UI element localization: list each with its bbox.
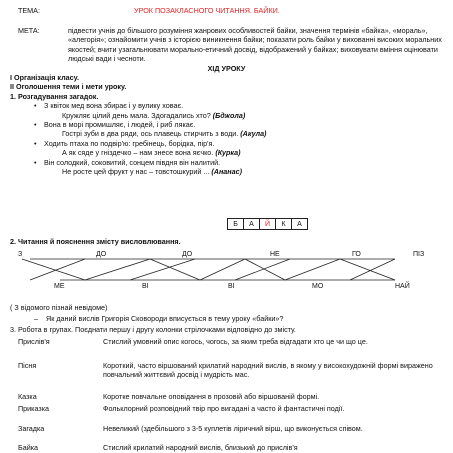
zigzag-segment [22, 259, 85, 280]
definition-term: Прислів'я [18, 337, 50, 346]
riddle-list [10, 101, 443, 176]
lesson-heading: ХІД УРОКУ [207, 63, 246, 73]
definition-text: Стислий умовний опис когось, чогось, за яким треба відгадати хто це чи що це. [103, 337, 368, 346]
syllable-puzzle [0, 242, 453, 302]
topic-title: УРОК ПОЗАКЛАСНОГО ЧИТАННЯ. БАЙКИ. [134, 6, 280, 15]
riddle-item [10, 101, 443, 120]
syllable-bottom: ВІ [142, 283, 149, 290]
definition-text: Невеликий (здебільшого з 3-5 куплетів ліричний вірш, що виконується співом. [103, 424, 363, 433]
zigzag-segment [285, 259, 340, 280]
syllable-top: НЕ [270, 251, 280, 258]
zigzag-segment [340, 259, 395, 280]
zigzag-segment [150, 259, 200, 280]
syllable-top: З [18, 251, 23, 258]
riddle-answer: (Курка) [215, 148, 241, 158]
riddle-line: Кружляє цілий день мала. Здогадались хто? (Бджола) [62, 110, 246, 120]
riddle-item [10, 158, 443, 177]
riddle-line: • Ходить птаха по подвір'ю: гребінець, борідка, пір'я. [10, 139, 443, 148]
definition-term: Приказка [18, 404, 49, 413]
answer-letter: А [244, 219, 260, 230]
answer-letter: А [292, 219, 308, 230]
riddle-line: • З квіток мед вона збирає і у вулику ховає. [10, 101, 443, 110]
answer-letter: Б [228, 219, 244, 230]
goal-label: МЕТА: [18, 26, 40, 35]
zigzag-segment [200, 259, 245, 280]
definition-term: Пісня [18, 361, 37, 370]
goal-text: підвести учнів до більшого розуміння жанрових особливостей байки, значення термінів «байка», «мораль», «алегорія»; ознайомити учнів з історією виникнення байки; показати роль байки у вихованні високих моральних якостей; вчити узагальнювати морально-етичний досвід, відображений у байках; виховувати вміння оцінювати людські вади і чесноти. [68, 26, 442, 64]
riddle-item [10, 120, 443, 139]
goal-block [10, 26, 443, 64]
puzzle-connector-lines [0, 242, 453, 302]
answer-letter: К [276, 219, 292, 230]
zigzag-segment [235, 259, 290, 280]
syllable-bottom: ВІ [228, 283, 235, 290]
riddle-line: Не росте цей фрукт у нас – товстошкурий ... (Ананас) [62, 167, 243, 177]
definition-term: Байка [18, 443, 39, 452]
riddles-heading: 1. Розгадування загадок. [10, 91, 99, 101]
definition-term: Загадка [18, 424, 45, 433]
groups-heading: 3. Робота в групах. Поєднати першу і другу колонки стрілочками відповідно до змісту. [10, 325, 296, 334]
syllable-top: ДО [96, 251, 107, 258]
answer-letter-grid [227, 218, 308, 230]
definition-term: Казка [18, 392, 37, 401]
riddle-answer: (Акула) [240, 129, 267, 139]
definition-text: Коротке повчальне оповідання в прозовій або віршованій формі. [103, 392, 320, 401]
answer-letter-highlight: Й [260, 219, 276, 230]
syllable-top: ПІЗ [413, 251, 425, 258]
syllable-top: ГО [352, 251, 361, 258]
riddle-answer: (Бджола) [212, 110, 246, 120]
hint-text: ( З відомого пізнай невідоме) [10, 303, 108, 312]
syllable-top: ДО [182, 251, 193, 258]
topic-row [10, 6, 443, 26]
question-text: – Як даний вислів Григорія Сковороди вписується в тему уроку «байки»? [34, 314, 284, 323]
riddle-line: Гострі зуби в два ряди, ось плавець стирчить з води. (Акула) [62, 129, 267, 139]
riddle-line: • Вона в морі промишляє, і людей, і риб лякає. [10, 120, 443, 129]
definition-text: Короткий, часто віршований крилатий народний вислів, в якому у високохудожній формі виражено повчальний життєвий досвід і мудрість мас. [103, 361, 433, 380]
riddle-line: А як сяде у гніздечко – нам знесе вона яєчко. (Курка) [62, 148, 241, 158]
section-announcement: ІІ Оголошення теми і мети уроку. [10, 82, 127, 92]
definition-text: Фольклорний розповідний твір про вигадані а часто й фантастичні події. [103, 404, 345, 413]
topic-label: ТЕМА: [18, 6, 40, 15]
definition-text: Стислий крилатий народний вислів, близький до прислів'я [103, 443, 298, 452]
syllable-bottom: НАЙ [395, 283, 410, 290]
syllable-bottom: МО [312, 283, 324, 290]
riddle-item [10, 139, 443, 158]
zigzag-segment [245, 259, 285, 280]
section-organization: І Організація класу. [10, 73, 79, 83]
reading-heading: 2. Читання й пояснення змісту висловлювання. [10, 237, 181, 246]
zigzag-segment [350, 259, 395, 280]
syllable-bottom: МЕ [54, 283, 65, 290]
riddle-answer: (Ананас) [211, 167, 243, 177]
riddle-line: • Він солодкий, соковитий, сонцем півдня він налитий. [10, 158, 443, 167]
